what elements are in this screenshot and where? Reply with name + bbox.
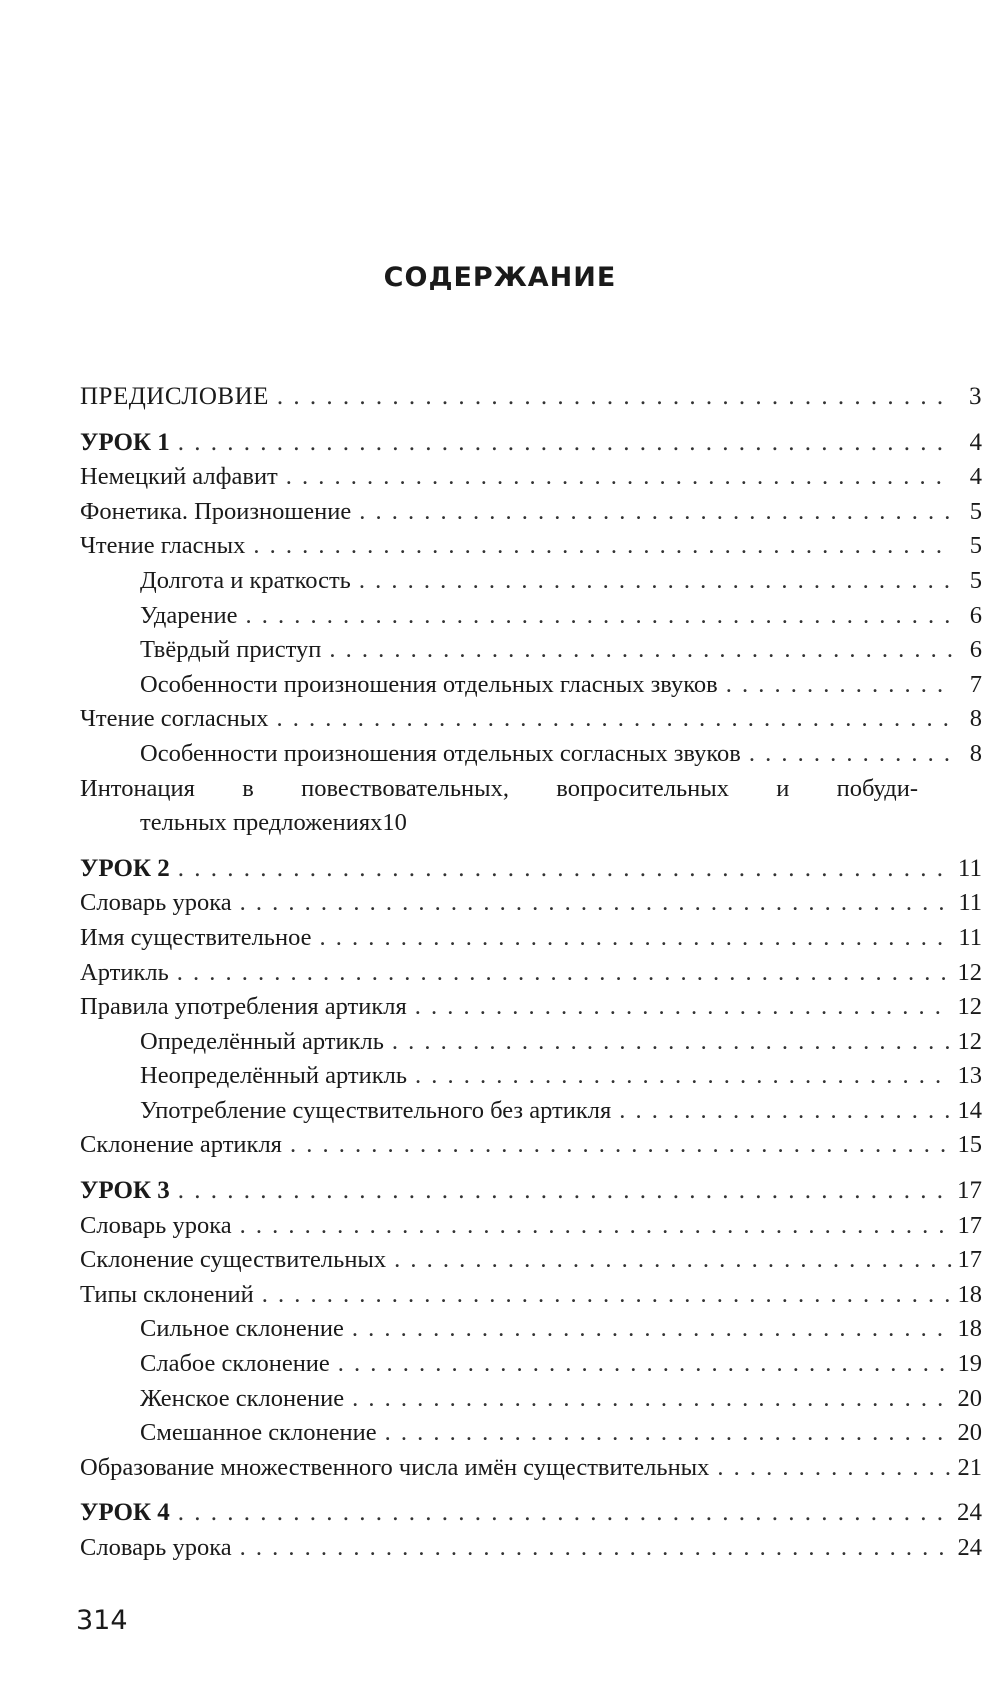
toc-entry-label: Твёрдый приступ [140, 636, 322, 664]
toc-entry-page: 6 [969, 636, 982, 664]
toc-subentry [80, 737, 982, 772]
toc-entry-label: Чтение гласных [80, 532, 246, 560]
toc-entry [80, 529, 982, 564]
toc-entry-page: 11 [958, 889, 982, 917]
dot-leader [178, 852, 952, 887]
toc-entry-page: 5 [969, 566, 982, 594]
toc-entry-page: 18 [957, 1315, 982, 1343]
dot-leader [394, 1243, 951, 1278]
toc-entry-label: Неопределённый артикль [140, 1062, 408, 1090]
toc-entry-label: УРОК 4 [80, 1499, 170, 1527]
toc-entry [80, 702, 982, 737]
dot-leader [717, 1451, 951, 1486]
dot-leader [240, 886, 952, 921]
toc-entry-preface [80, 380, 982, 415]
toc-entry-label: Склонение артикля [80, 1131, 282, 1159]
toc-entry-label: Определённый артикль [140, 1027, 384, 1055]
toc-entry-label: Типы склонений [80, 1280, 254, 1308]
toc-entry [80, 1531, 982, 1566]
dot-leader [240, 1209, 952, 1244]
toc-entry-page: 17 [957, 1177, 982, 1205]
toc-subentry [80, 1382, 982, 1417]
toc-entry-page: 4 [969, 463, 982, 491]
toc-entry-page: 10 [382, 809, 407, 837]
toc-entry [80, 1128, 982, 1163]
toc-entry-page: 12 [957, 993, 982, 1021]
dot-leader [240, 1531, 952, 1566]
dot-leader [320, 921, 952, 956]
dot-leader [286, 460, 952, 495]
dot-leader [415, 1059, 951, 1094]
toc-entry-lesson-2 [80, 852, 982, 887]
dot-leader [352, 1312, 952, 1347]
toc-subentry [80, 1059, 982, 1094]
toc-entry [80, 1278, 982, 1313]
toc-entry-label: Слабое склонение [140, 1350, 330, 1378]
dot-leader [178, 1496, 951, 1531]
toc-entry-page: 11 [958, 923, 982, 951]
table-of-contents [80, 380, 982, 1566]
toc-entry-page: 8 [969, 705, 982, 733]
toc-entry-label: Образование множественного числа имён существительных [80, 1453, 710, 1481]
toc-entry-label: Сильное склонение [140, 1315, 344, 1343]
dot-leader [385, 1416, 952, 1451]
toc-entry-label: Ударение [140, 601, 238, 629]
toc-entry-lesson-3 [80, 1174, 982, 1209]
toc-entry-label: Долгота и краткость [140, 566, 351, 594]
toc-entry-page: 13 [957, 1062, 982, 1090]
dot-leader [749, 737, 952, 772]
toc-entry-line2 [80, 806, 982, 841]
toc-subentry [80, 1094, 982, 1129]
toc-subentry [80, 668, 982, 703]
toc-subentry [80, 633, 982, 668]
toc-entry-page: 4 [969, 428, 982, 456]
toc-subentry [80, 1347, 982, 1382]
toc-entry-page: 11 [957, 854, 982, 882]
page-number: 314 [76, 1605, 128, 1636]
toc-subentry [80, 599, 982, 634]
dot-leader [359, 495, 952, 530]
dot-leader [329, 633, 952, 668]
dot-leader [352, 1382, 951, 1417]
toc-entry-page: 24 [957, 1499, 982, 1527]
toc-entry-label: Склонение существительных [80, 1246, 387, 1274]
toc-entry [80, 921, 982, 956]
toc-entry-page: 21 [957, 1453, 982, 1481]
toc-subentry [80, 1416, 982, 1451]
dot-leader [415, 990, 952, 1025]
toc-entry [80, 886, 982, 921]
toc-entry [80, 1243, 982, 1278]
dot-leader [262, 1278, 952, 1313]
toc-entry-label: Особенности произношения отдельных согласных звуков [140, 739, 741, 767]
dot-leader [619, 1094, 951, 1129]
toc-entry-page: 17 [957, 1246, 982, 1274]
toc-entry-label-line1: Интонация в повествовательных, вопросительных и побуди- [80, 774, 918, 802]
toc-entry-label: Правила употребления артикля [80, 993, 407, 1021]
toc-entry-label: Имя существительное [80, 923, 312, 951]
toc-subentry [80, 564, 982, 599]
toc-entry-page: 3 [969, 383, 982, 410]
toc-entry-page: 5 [969, 532, 982, 560]
toc-entry-label: Словарь урока [80, 1211, 232, 1239]
toc-entry-label: Женское склонение [140, 1384, 345, 1412]
toc-entry [80, 460, 982, 495]
dot-leader [276, 702, 952, 737]
toc-entry-label: Артикль [80, 958, 169, 986]
dot-leader [277, 380, 952, 415]
dot-leader [726, 668, 952, 703]
dot-leader [290, 1128, 952, 1163]
toc-entry-page: 12 [957, 958, 982, 986]
dot-leader [178, 426, 952, 461]
toc-entry-page: 17 [957, 1211, 982, 1239]
toc-entry-multiline [80, 772, 982, 841]
dot-leader [392, 1025, 952, 1060]
toc-entry-page: 5 [969, 497, 982, 525]
toc-entry-label: УРОК 3 [80, 1177, 170, 1205]
toc-entry-label: Смешанное склонение [140, 1419, 377, 1447]
toc-entry-label: Фонетика. Произношение [80, 497, 352, 525]
toc-entry [80, 1451, 982, 1486]
toc-entry [80, 990, 982, 1025]
toc-entry-label: Словарь урока [80, 1534, 232, 1561]
toc-entry [80, 1209, 982, 1244]
toc-entry-page: 12 [957, 1027, 982, 1055]
toc-entry-label: Словарь урока [80, 889, 232, 917]
toc-subentry [80, 1025, 982, 1060]
toc-entry-page: 6 [969, 601, 982, 629]
toc-entry [80, 495, 982, 530]
toc-entry-lesson-1 [80, 426, 982, 461]
toc-entry-label: УРОК 2 [80, 854, 170, 882]
page-title: СОДЕРЖАНИЕ [383, 262, 617, 293]
toc-entry [80, 956, 982, 991]
dot-leader [253, 529, 952, 564]
dot-leader [177, 956, 952, 991]
toc-entry-label: ПРЕДИСЛОВИЕ [80, 383, 269, 410]
toc-entry-page: 7 [969, 670, 982, 698]
dot-leader [245, 599, 952, 634]
toc-entry-page: 19 [957, 1350, 982, 1378]
toc-entry-page: 24 [957, 1534, 982, 1561]
toc-entry-page: 20 [957, 1384, 982, 1412]
dot-leader [338, 1347, 952, 1382]
toc-entry-label: Немецкий алфавит [80, 463, 278, 491]
toc-entry-page: 20 [957, 1419, 982, 1447]
toc-entry-lesson-4 [80, 1496, 982, 1531]
toc-entry-label: УРОК 1 [80, 428, 170, 456]
toc-entry-page: 18 [957, 1280, 982, 1308]
toc-entry-page: 15 [957, 1131, 982, 1159]
toc-entry-page: 8 [969, 739, 982, 767]
dot-leader [359, 564, 952, 599]
toc-entry-label-line2: тельных предложениях [140, 809, 383, 837]
toc-subentry [80, 1312, 982, 1347]
toc-entry-label: Особенности произношения отдельных гласных звуков [140, 670, 718, 698]
toc-entry-label: Употребление существительного без артикля [140, 1096, 612, 1124]
dot-leader [178, 1174, 951, 1209]
toc-entry-page: 14 [957, 1096, 982, 1124]
toc-entry-label: Чтение согласных [80, 705, 269, 733]
